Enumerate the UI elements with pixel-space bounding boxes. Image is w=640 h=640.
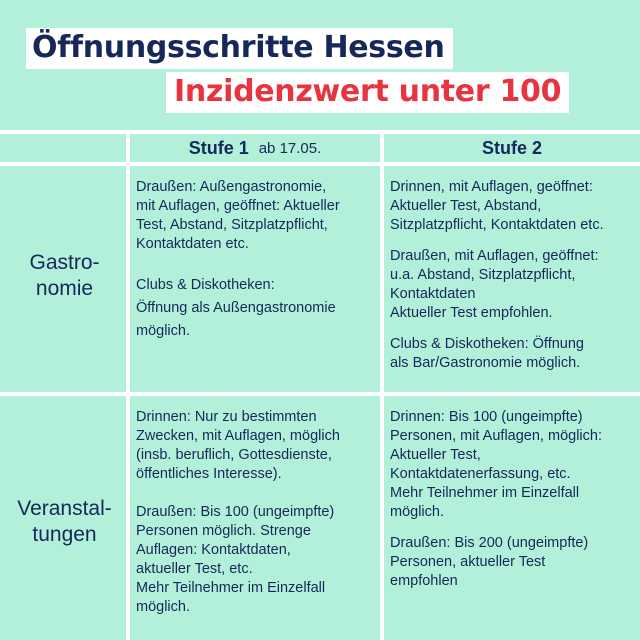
header-stage2 xyxy=(384,134,640,162)
stage2-label: Stufe 2 xyxy=(481,137,542,158)
grid-line-col1 xyxy=(126,130,130,640)
title-area xyxy=(0,0,640,130)
grid-line-col2 xyxy=(380,130,384,640)
grid-line-row-divider xyxy=(0,392,640,396)
row-label-gastronomie: Gastro- nomie xyxy=(29,251,100,300)
cell-veranstaltungen-stage1 xyxy=(136,408,376,617)
header-stage1 xyxy=(130,134,380,162)
text-block: Clubs & Diskotheken: Öffnung als Bar/Gastronomie möglich. xyxy=(390,336,584,371)
cell-gastronomie-stage2 xyxy=(390,178,638,373)
text-block: Drinnen, mit Auflagen, geöffnet: Aktueller Test, Abstand, Sitzplatzpflicht, Kontaktdaten etc. xyxy=(390,179,604,233)
text-block: Draußen, mit Auflagen, geöffnet: u.a. Abstand, Sitzplatzpflicht, Kontaktdaten Aktueller Test empfohlen. xyxy=(390,248,599,321)
grid-line-header xyxy=(0,162,640,166)
text-block: Drinnen: Bis 100 (ungeimpfte) Personen, mit Auflagen, möglich: Aktueller Test, Kontaktdatenerfassung, etc. Mehr Teilnehmer im Einzelfall möglich. xyxy=(390,409,602,520)
text-block: Draußen: Bis 100 (ungeimpfte) Personen möglich. Strenge Auflagen: Kontaktdaten, aktueller Test, etc. Mehr Teilnehmer im Einzelfall möglich. xyxy=(136,504,335,615)
row-label-veranstaltungen: Veranstal- tungen xyxy=(17,497,112,546)
text-block: Draußen: Außengastronomie, mit Auflagen, geöffnet: Aktueller Test, Abstand, Sitzplatzpflicht, Kontaktdaten etc. xyxy=(136,179,340,252)
cell-veranstaltungen-stage2 xyxy=(390,408,638,591)
page-title: Öffnungsschritte Hessen xyxy=(26,28,453,69)
text-block: Drinnen: Nur zu bestimmten Zwecken, mit Auflagen, möglich (insb. beruflich, Gottesdienste, öffentliches Interesse). xyxy=(136,409,340,482)
page-subtitle: Inzidenzwert unter 100 xyxy=(166,72,569,113)
stage1-date: ab 17.05. xyxy=(258,139,322,157)
cell-gastronomie-stage1 xyxy=(136,178,376,343)
text-block: Clubs & Diskotheken: Öffnung als Außengastronomie möglich. xyxy=(136,277,336,339)
text-block: Draußen: Bis 200 (ungeimpfte) Personen, aktueller Test empfohlen xyxy=(390,535,589,589)
stage1-label: Stufe 1 xyxy=(188,137,249,158)
